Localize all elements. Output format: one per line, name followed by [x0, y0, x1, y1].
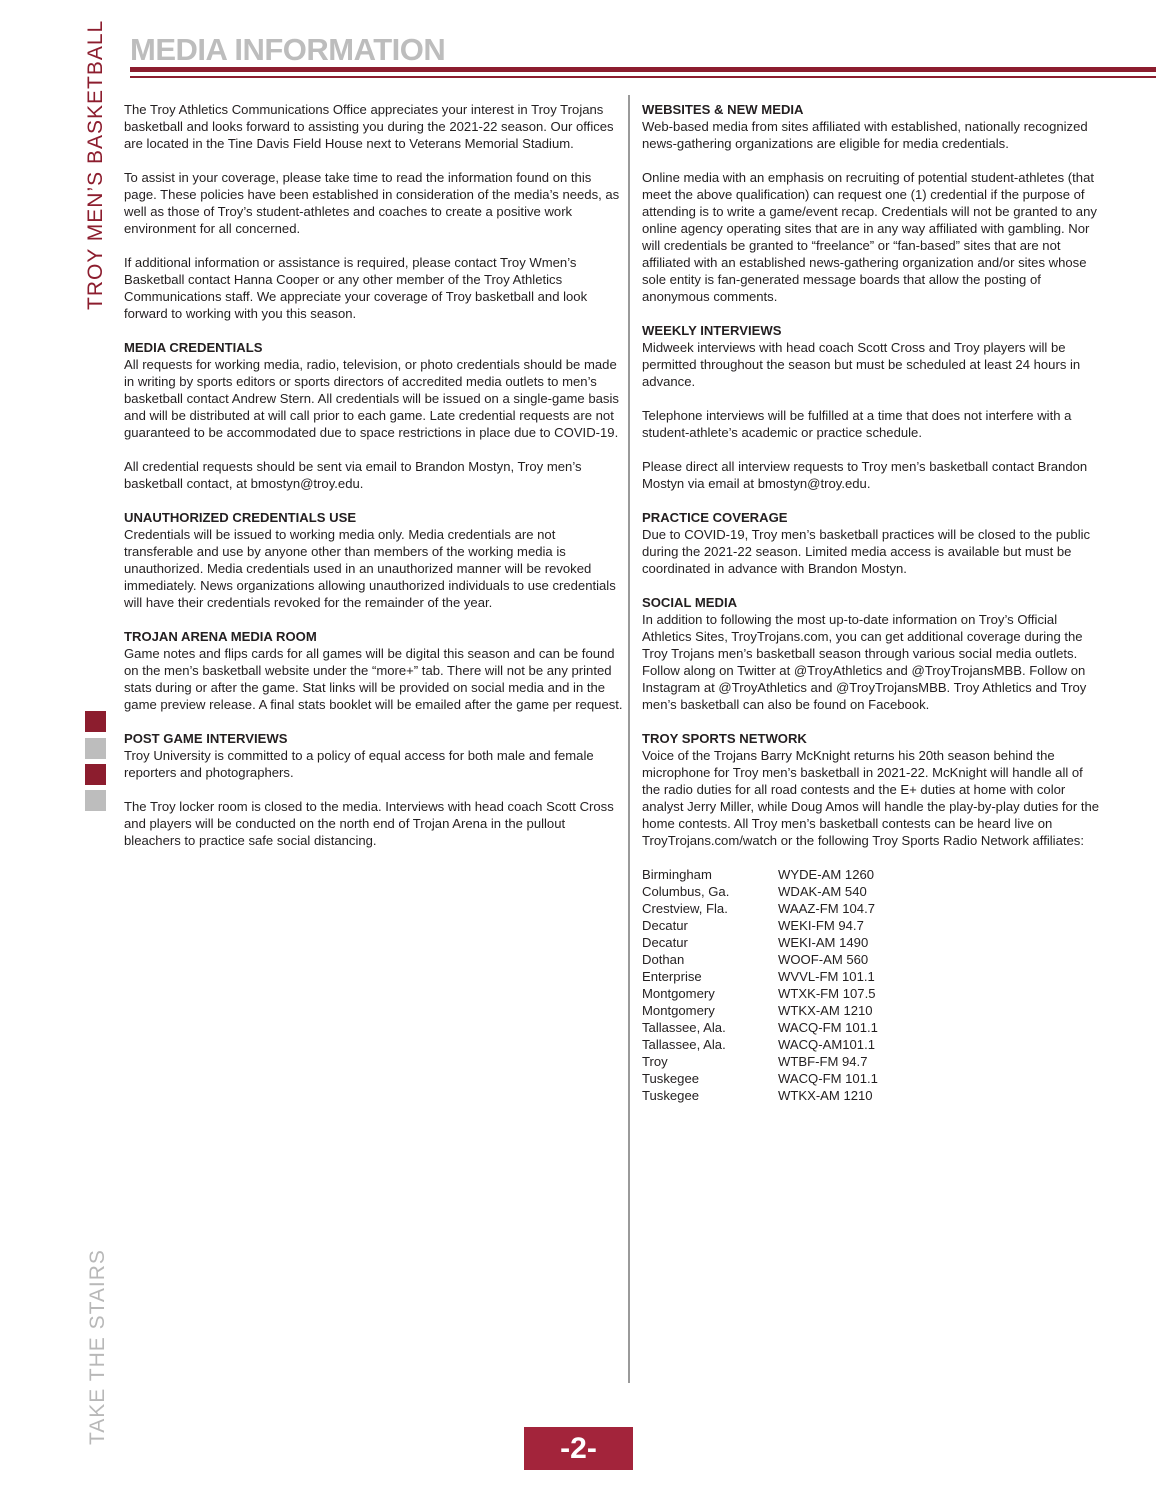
page-number: -2- — [524, 1427, 633, 1470]
practice-heading: PRACTICE COVERAGE — [642, 510, 788, 525]
intro-paragraph-1: The Troy Athletics Communications Office appreciates your interest in Troy Trojans basketball and looks forward to assisting you during the 2021-22 season. Our offices are located in the Tine Davis Field House next to Veterans Memorial Stadium. — [124, 102, 614, 151]
affiliates-table — [642, 866, 878, 1104]
left-column — [124, 101, 624, 866]
post-game-text-2: The Troy locker room is closed to the media. Interviews with head coach Scott Cross and players will be conducted on the north end of Trojan Arena in the pullout bleachers to practice safe social distancing. — [124, 799, 614, 848]
intro-paragraph-2: To assist in your coverage, please take time to read the information found on this page. These policies have been established in consideration of the media’s needs, as well as those of Troy’s student-athletes and coaches to create a positive work environment for all concerned. — [124, 170, 620, 236]
right-column — [642, 101, 1100, 1104]
post-game-heading: POST GAME INTERVIEWS — [124, 731, 288, 746]
affiliate-row — [642, 934, 878, 951]
intro-paragraph-3: If additional information or assistance is required, please contact Troy Wmen’s Basketball contact Hanna Cooper or any other member of the Troy Athletics Communications staff. We appreciate your coverage of Troy basketball and look forward to working with you this season. — [124, 255, 588, 321]
column-divider — [628, 95, 630, 1383]
social-media-heading: SOCIAL MEDIA — [642, 595, 738, 610]
affiliate-city: Decatur — [642, 918, 688, 933]
affiliate-row — [642, 985, 878, 1002]
affiliate-row — [642, 1036, 878, 1053]
affiliate-row — [642, 866, 878, 883]
title-rule-thick — [130, 67, 1156, 72]
affiliate-station: WACQ-FM 101.1 — [778, 1071, 878, 1086]
affiliate-city: Tallassee, Ala. — [642, 1020, 726, 1035]
affiliate-station: WDAK-AM 540 — [778, 884, 867, 899]
media-room-heading: TROJAN ARENA MEDIA ROOM — [124, 629, 317, 644]
affiliate-city: Decatur — [642, 935, 688, 950]
affiliate-station: WOOF-AM 560 — [778, 952, 869, 967]
post-game-text-1: Troy University is committed to a policy of equal access for both male and female reporters and photographers. — [124, 748, 594, 780]
affiliate-station: WYDE-AM 1260 — [778, 867, 875, 882]
websites-text-1: Web-based media from sites affiliated with established, nationally recognized news-gathering organizations are eligible for media credentials. — [642, 119, 1088, 151]
decor-square-gray-1 — [85, 738, 106, 759]
affiliate-city: Montgomery — [642, 1003, 715, 1018]
page-title: MEDIA INFORMATION — [130, 32, 446, 67]
affiliate-station: WAAZ-FM 104.7 — [778, 901, 876, 916]
affiliate-city: Tuskegee — [642, 1088, 700, 1103]
practice-text: Due to COVID-19, Troy men’s basketball practices will be closed to the public during the 2021-22 season. Limited media access is available but must be coordinated in advance with Brandon Mostyn. — [642, 527, 1091, 576]
affiliate-row — [642, 1087, 878, 1104]
websites-text-2: Online media with an emphasis on recruiting of potential student-athletes (that meet the above qualification) can request one (1) credential if the purpose of attending is to write a game/event recap. Credentials will not be granted to any online agency operating sites that are in any way affiliated with gambling. Nor will credentials be granted to “freelance” or “fan-based” sites that are not affiliated with an established news-gathering organization and/or sites whose sole entity is fan-generated message boards that allow the posting of anonymous comments. — [642, 170, 1097, 304]
affiliate-station: WTBF-FM 94.7 — [778, 1054, 868, 1069]
affiliate-station: WEKI-AM 1490 — [778, 935, 869, 950]
media-room-text: Game notes and flips cards for all games will be digital this season and can be found on the men’s basketball website under the “more+” tab. There will not be any printed stats during or after the game. Stat links will be provided on social media and in the game preview release. A final stats booklet will be emailed after the game per request. — [124, 646, 623, 712]
affiliate-city: Montgomery — [642, 986, 715, 1001]
affiliate-city: Tallassee, Ala. — [642, 1037, 726, 1052]
network-text: Voice of the Trojans Barry McKnight returns his 20th season behind the microphone for Troy men’s basketball in 2021-22. McKnight will handle all of the radio duties for all road contests and the E+ duties at home with color analyst Jerry Miller, while Doug Amos will handle the play-by-play duties for the home contests. All Troy men’s basketball contests can be heard live on TroyTrojans.com/watch or the following Troy Sports Radio Network affiliates: — [642, 748, 1100, 848]
unauthorized-heading: UNAUTHORIZED CREDENTIALS USE — [124, 510, 357, 525]
affiliate-station: WACQ-AM101.1 — [778, 1037, 876, 1052]
affiliate-row — [642, 1002, 878, 1019]
title-rule-thin — [130, 76, 1156, 78]
affiliate-station: WTKX-AM 1210 — [778, 1003, 873, 1018]
affiliate-row — [642, 968, 878, 985]
affiliate-city: Birmingham — [642, 867, 712, 882]
decor-square-gray-2 — [85, 790, 106, 811]
side-slogan: TAKE THE STAIRS — [86, 1249, 109, 1445]
affiliate-city: Columbus, Ga. — [642, 884, 730, 899]
affiliate-city: Crestview, Fla. — [642, 901, 728, 916]
decor-square-maroon-1 — [85, 711, 106, 732]
affiliate-row — [642, 1019, 878, 1036]
affiliate-city: Enterprise — [642, 969, 702, 984]
affiliate-row — [642, 917, 878, 934]
side-title: TROY MEN’S BASKETBALL — [84, 19, 107, 310]
affiliate-row — [642, 1070, 878, 1087]
decor-square-maroon-2 — [85, 764, 106, 785]
affiliate-row — [642, 1053, 878, 1070]
affiliate-station: WACQ-FM 101.1 — [778, 1020, 878, 1035]
affiliate-city: Dothan — [642, 952, 685, 967]
unauthorized-text: Credentials will be issued to working media only. Media credentials are not transferable and use by anyone other than members of the working media is unauthorized. Media credentials used in an unauthorized manner will be revoked immediately. News organizations allowing unauthorized individuals to use credentials will have their credentials revoked for the remainder of the year. — [124, 527, 616, 610]
media-credentials-email: All credential requests should be sent via email to Brandon Mostyn, Troy men’s basketball contact, at bmostyn@troy.edu. — [124, 459, 582, 491]
affiliate-row — [642, 900, 878, 917]
network-heading: TROY SPORTS NETWORK — [642, 731, 807, 746]
affiliate-row — [642, 951, 878, 968]
media-credentials-heading: MEDIA CREDENTIALS — [124, 340, 263, 355]
affiliate-station: WVVL-FM 101.1 — [778, 969, 875, 984]
affiliate-station: WEKI-FM 94.7 — [778, 918, 864, 933]
websites-heading: WEBSITES & NEW MEDIA — [642, 102, 804, 117]
weekly-interviews-text-3: Please direct all interview requests to Troy men’s basketball contact Brandon Mostyn via email at bmostyn@troy.edu. — [642, 459, 1088, 491]
affiliate-row — [642, 883, 878, 900]
affiliate-station: WTXK-FM 107.5 — [778, 986, 876, 1001]
weekly-interviews-text-2: Telephone interviews will be fulfilled at a time that does not interfere with a student-athlete’s academic or practice schedule. — [642, 408, 1072, 440]
media-credentials-text: All requests for working media, radio, television, or photo credentials should be made in writing by sports editors or sports directors of accredited media outlets to men’s basketball contact Andrew Stern. All credentials will be issued on a single-game basis and will be distributed at will call prior to each game. Late credential requests are not guaranteed to be accommodated due to space restrictions in place due to COVID-19. — [124, 357, 619, 440]
affiliate-city: Troy — [642, 1054, 668, 1069]
weekly-interviews-heading: WEEKLY INTERVIEWS — [642, 323, 782, 338]
weekly-interviews-text-1: Midweek interviews with head coach Scott Cross and Troy players will be permitted throughout the season but must be scheduled at least 24 hours in advance. — [642, 340, 1081, 389]
affiliate-city: Tuskegee — [642, 1071, 700, 1086]
affiliate-station: WTKX-AM 1210 — [778, 1088, 873, 1103]
social-media-text: In addition to following the most up-to-date information on Troy’s Official Athletics Sites, TroyTrojans.com, you can get additional coverage during the Troy Trojans men’s basketball season through various social media outlets. Follow along on Twitter at @TroyAthletics and @TroyTrojansMBB. Follow on Instagram at @TroyAthletics and @TroyTrojansMBB. Troy Athletics and Troy men’s basketball can also be found on Facebook. — [642, 612, 1087, 712]
